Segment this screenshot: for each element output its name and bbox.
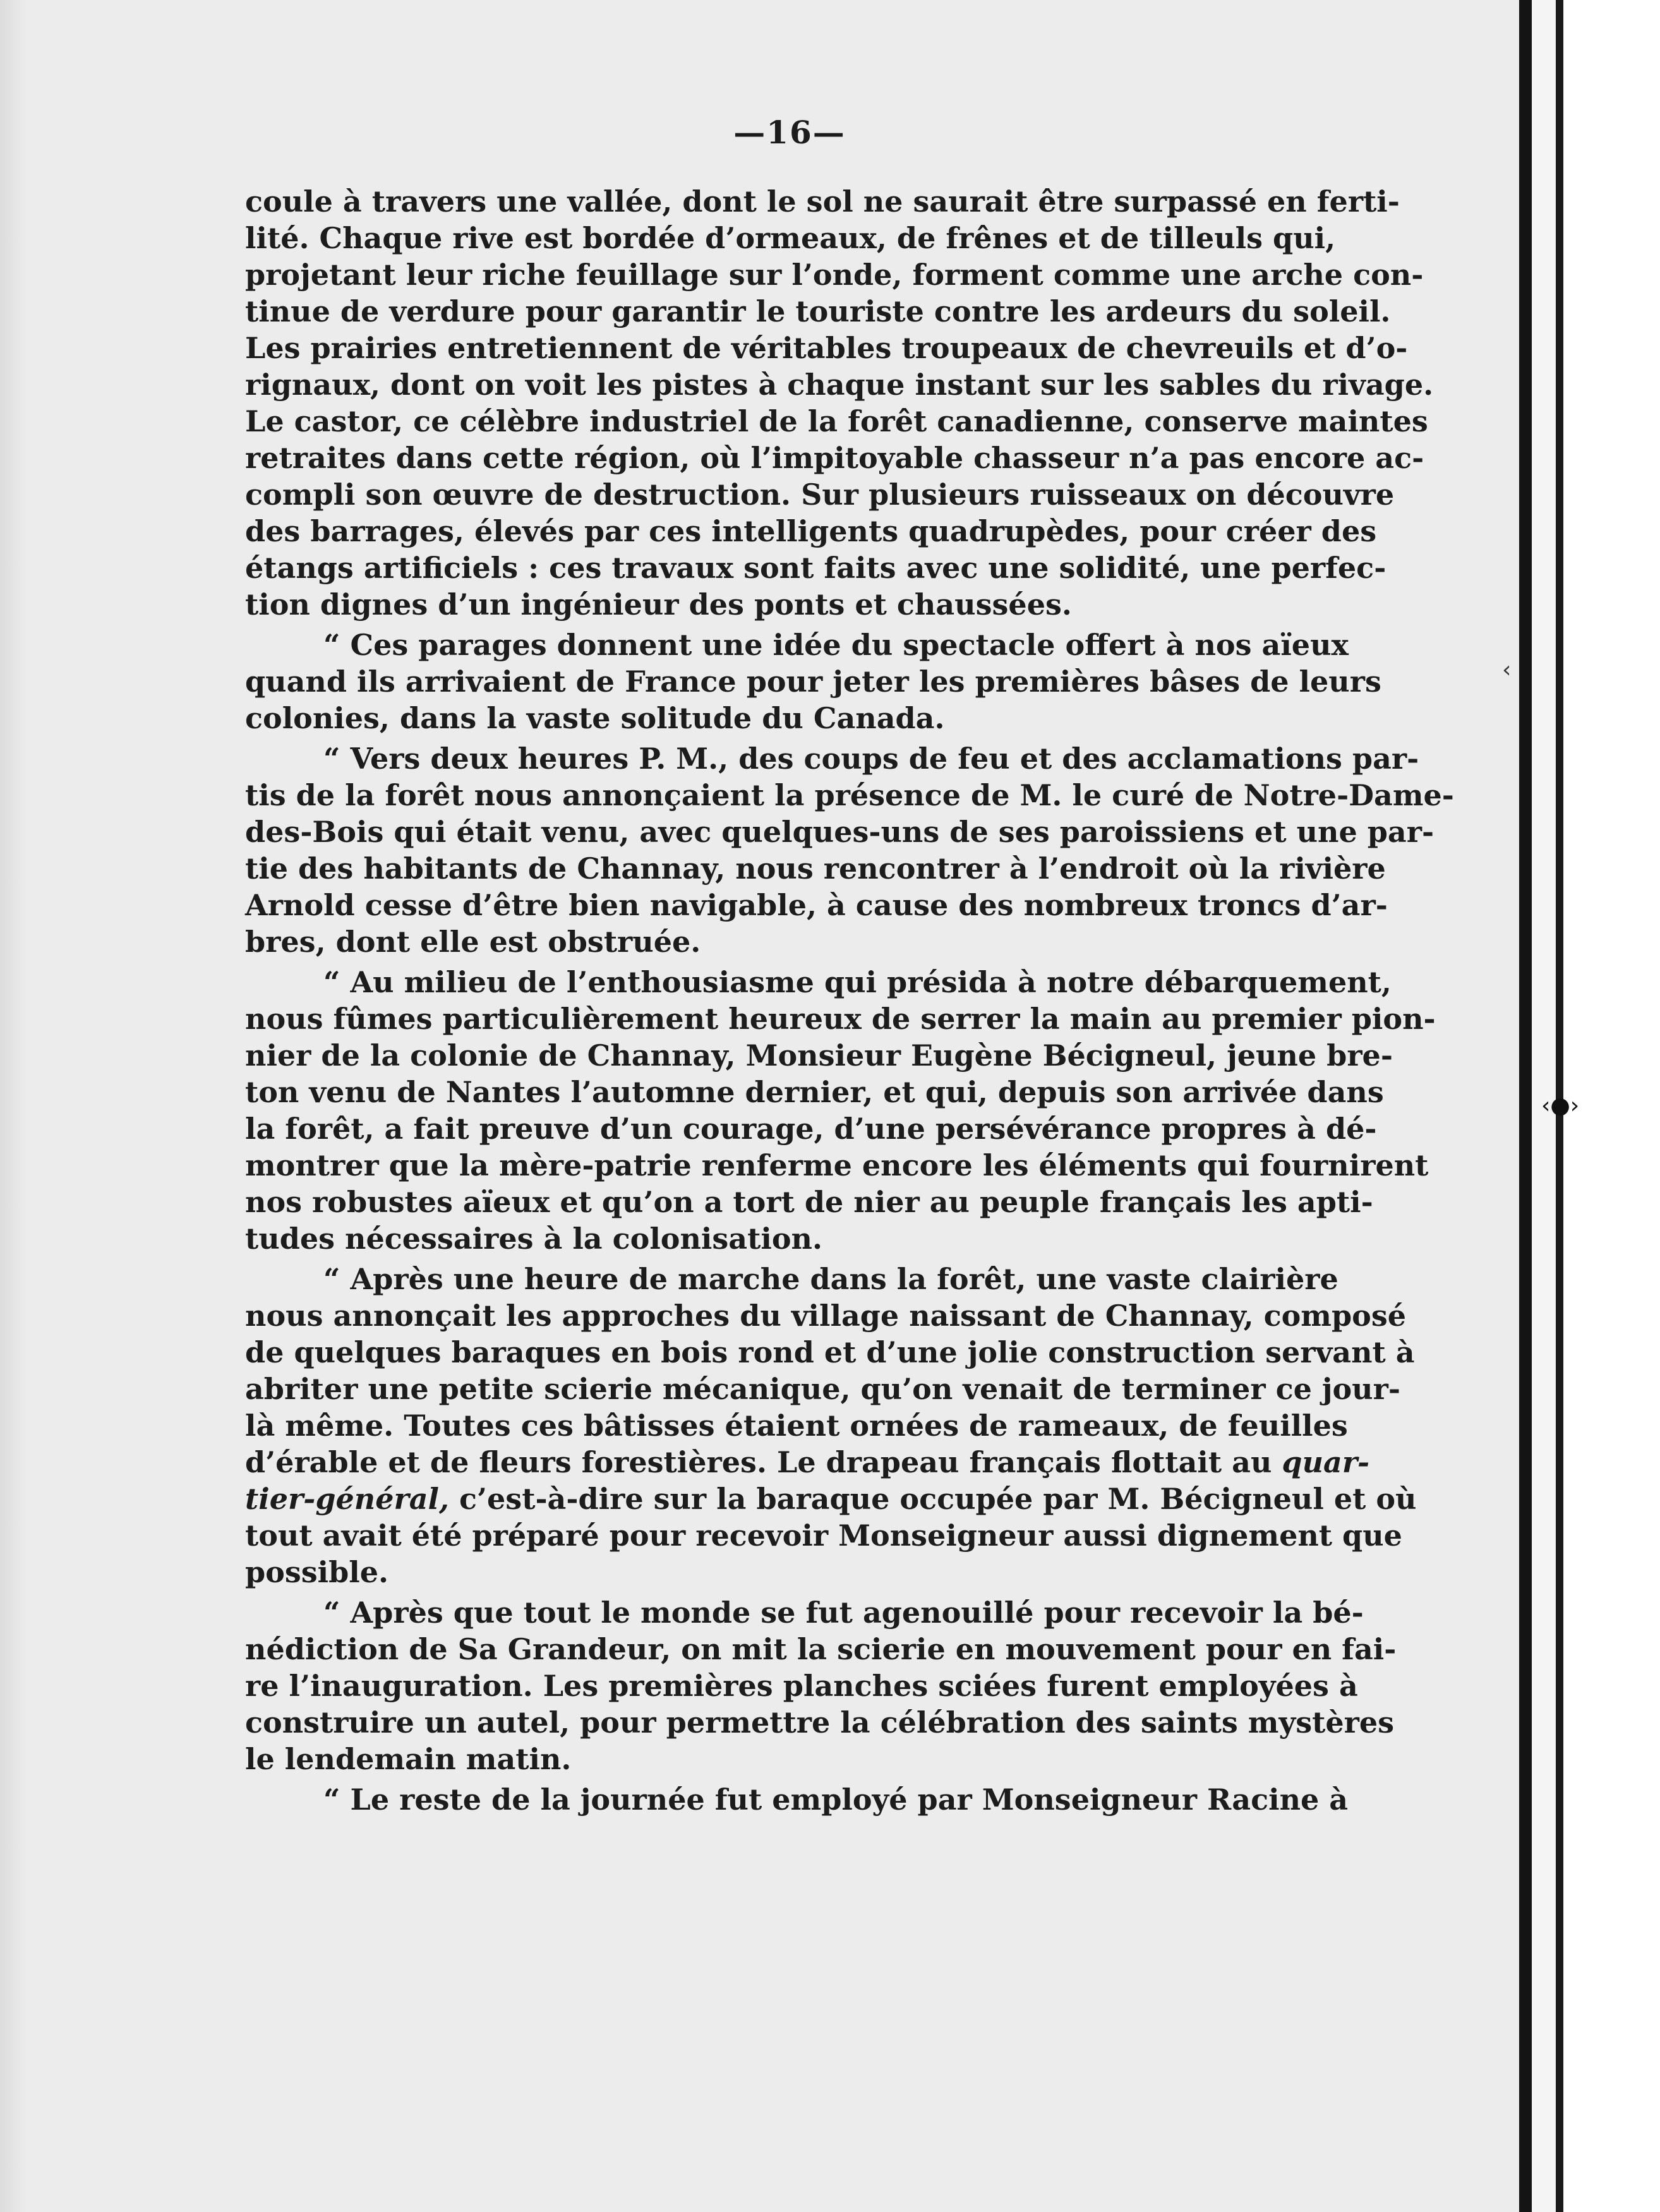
margin-mark: ‹●› <box>1541 1093 1580 1119</box>
line-text: colonies, dans la vaste solitude du Canada. <box>245 701 945 735</box>
line-text: possible. <box>245 1555 389 1589</box>
text-line <box>245 256 1424 293</box>
text-line <box>245 627 1349 663</box>
text-line <box>245 663 1381 700</box>
line-text: “ Ces parages donnent une idée du spectacle offert à nos aïeux <box>323 628 1349 662</box>
line-text: “ Vers deux heures P. M., des coups de feu et des acclamations par- <box>323 742 1419 776</box>
line-text: des-Bois qui était venu, avec quelques-uns de ses paroissiens et une par- <box>245 815 1434 849</box>
text-line <box>245 1334 1415 1371</box>
line-text: Le castor, ce célèbre industriel de la forêt canadienne, conserve maintes <box>245 404 1428 438</box>
line-text: retraites dans cette région, où l’impitoyable chasseur n’a pas encore ac- <box>245 441 1424 475</box>
line-text: étangs artificiels : ces travaux sont faits avec une solidité, une perfec- <box>245 551 1386 585</box>
text-line <box>245 700 1314 736</box>
text-line <box>245 366 1434 403</box>
line-text: quand ils arrivaient de France pour jeter les premières bâses de leurs <box>245 664 1381 699</box>
line-text: de quelques baraques en bois rond et d’une jolie construction servant à <box>245 1335 1415 1369</box>
text-line <box>245 964 1392 1001</box>
text-line <box>245 1668 1358 1704</box>
text-line <box>245 777 1454 814</box>
text-line <box>245 220 1336 256</box>
text-line <box>245 1517 1402 1554</box>
text-line <box>245 1297 1406 1334</box>
text-line <box>245 1220 1314 1257</box>
text-line <box>245 476 1395 513</box>
text-line <box>245 1631 1397 1668</box>
text-line <box>245 403 1428 440</box>
body-text <box>245 183 1454 1818</box>
margin-mark: ‹ <box>1502 657 1512 683</box>
line-text: d’érable et de fleurs forestières. Le drapeau français flottait au <box>245 1445 1272 1479</box>
line-text: tinue de verdure pour garantir le touriste contre les ardeurs du soleil. <box>245 294 1391 328</box>
text-line <box>245 887 1388 923</box>
line-text: la forêt, a fait preuve d’un courage, d’une persévérance propres à dé- <box>245 1112 1377 1146</box>
text-line <box>245 183 1400 220</box>
text-line <box>245 1110 1377 1147</box>
line-text: montrer que la mère-patrie renferme encore les éléments qui fournirent <box>245 1148 1429 1182</box>
line-text: rignaux, dont on voit les pistes à chaque instant sur les sables du rivage. <box>245 368 1434 402</box>
text-line <box>245 1741 1314 1777</box>
line-text: tis de la forêt nous annonçaient la présence de M. le curé de Notre-Dame- <box>245 778 1454 812</box>
line-text: tudes nécessaires à la colonisation. <box>245 1222 822 1256</box>
line-text: compli son œuvre de destruction. Sur plusieurs ruisseaux on découvre <box>245 478 1395 512</box>
line-text: Arnold cesse d’être bien navigable, à cause des nombreux troncs d’ar- <box>245 888 1388 922</box>
line-text: re l’inauguration. Les premières planches sciées furent employées à <box>245 1669 1358 1703</box>
text-line <box>245 550 1386 586</box>
line-text: ton venu de Nantes l’automne dernier, et qui, depuis son arrivée dans <box>245 1075 1384 1109</box>
line-text: tion dignes d’un ingénieur des ponts et chaussées. <box>245 587 1072 622</box>
text-line <box>245 1704 1394 1741</box>
text-line <box>245 1184 1373 1220</box>
line-text: nos robustes aïeux et qu’on a tort de nier au peuple français les apti- <box>245 1185 1373 1219</box>
line-text: bres, dont elle est obstruée. <box>245 925 701 959</box>
line-text: Les prairies entretiennent de véritables troupeaux de chevreuils et d’o- <box>245 331 1408 365</box>
line-text: “ Le reste de la journée fut employé par Monseigneur Racine à <box>323 1782 1349 1817</box>
italic-text: quar- <box>1282 1445 1370 1479</box>
text-line <box>245 1407 1348 1444</box>
text-line <box>245 513 1377 550</box>
line-text: construire un autel, pour permettre la célébration des saints mystères <box>245 1705 1394 1740</box>
text-line <box>245 1037 1393 1074</box>
line-text: coule à travers une vallée, dont le sol ne saurait être surpassé en ferti- <box>245 184 1400 219</box>
text-line <box>245 1371 1400 1407</box>
line-text: là même. Toutes ces bâtisses étaient ornées de rameaux, de feuilles <box>245 1409 1348 1443</box>
line-text: c’est-à-dire sur la baraque occupée par M. Bécigneul et où <box>449 1482 1417 1516</box>
text-line <box>245 740 1419 777</box>
text-line <box>245 586 1314 623</box>
text-line <box>245 330 1408 366</box>
line-text: nédiction de Sa Grandeur, on mit la scierie en mouvement pour en fai- <box>245 1632 1397 1666</box>
line-text: tout avait été préparé pour recevoir Monseigneur aussi dignement que <box>245 1518 1402 1553</box>
line-text: nous annonçait les approches du village naissant de Channay, composé <box>245 1299 1406 1333</box>
text-line <box>245 1147 1429 1184</box>
line-text: abriter une petite scierie mécanique, qu’on venait de terminer ce jour- <box>245 1372 1400 1406</box>
line-text: nier de la colonie de Channay, Monsieur Eugène Bécigneul, jeune bre- <box>245 1038 1393 1073</box>
text-line <box>245 1444 1370 1481</box>
page-left-shadow <box>0 0 25 2212</box>
line-text: le lendemain matin. <box>245 1742 572 1776</box>
page-number: —16— <box>733 114 846 151</box>
text-line <box>245 1001 1436 1037</box>
text-line <box>245 1594 1364 1631</box>
line-text: projetant leur riche feuillage sur l’onde, forment comme une arche con- <box>245 258 1424 292</box>
text-line <box>245 1781 1349 1818</box>
italic-text: tier-général, <box>245 1482 449 1516</box>
text-line <box>245 440 1424 476</box>
text-line <box>245 1074 1384 1110</box>
line-text: “ Après une heure de marche dans la forêt, une vaste clairière <box>323 1262 1338 1296</box>
text-line <box>245 1261 1338 1297</box>
line-text: des barrages, élevés par ces intelligents quadrupèdes, pour créer des <box>245 514 1377 548</box>
text-line <box>245 814 1434 850</box>
text-line <box>245 293 1391 330</box>
text-line <box>245 850 1386 887</box>
line-text: tie des habitants de Channay, nous rencontrer à l’endroit où la rivière <box>245 851 1386 886</box>
text-line <box>245 923 1314 960</box>
line-text: nous fûmes particulièrement heureux de serrer la main au premier pion- <box>245 1002 1436 1036</box>
text-line <box>245 1481 1417 1517</box>
text-line <box>245 1554 1314 1590</box>
binding-shadow <box>1519 0 1532 2212</box>
line-text: lité. Chaque rive est bordée d’ormeaux, de frênes et de tilleuls qui, <box>245 221 1336 255</box>
line-text: “ Après que tout le monde se fut agenouillé pour recevoir la bé- <box>323 1596 1364 1630</box>
line-text: “ Au milieu de l’enthousiasme qui présida à notre débarquement, <box>323 965 1392 999</box>
